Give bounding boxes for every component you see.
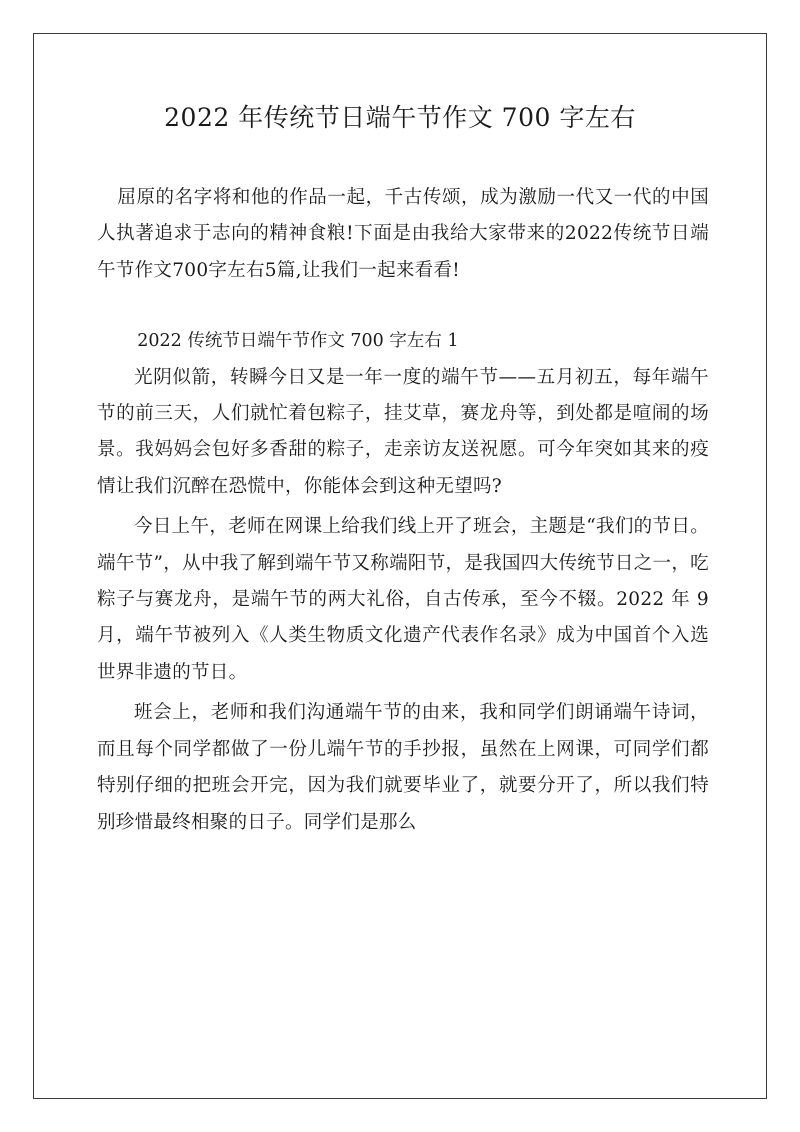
body-paragraph: 今日上午，老师在网课上给我们线上开了班会，主题是“我们的节日。端午节”，从中我了解到端午节又称端阳节，是我国四大传统节日之一，吃粽子与赛龙舟，是端午节的两大礼俗，自古传承，至今不辍。2022 年 9 月，端午节被列入《人类生物质文化遗产代表作名录》成为中国首个入选世界非遗的节日。 [97, 516, 709, 683]
body-paragraph: 光阴似箭，转瞬今日又是一年一度的端午节——五月初五，每年端午节的前三天，人们就忙着包粽子，挂艾草，赛龙舟等，到处都是喧闹的场景。我妈妈会包好多香甜的粽子，走亲访友送祝愿。可今年突如其来的疫情让我们沉醉在恐慌中，你能体会到这种无望吗? [97, 366, 709, 497]
document-title: 2022 年传统节日端午节作文 700 字左右 [164, 103, 636, 132]
section-heading: 2022 传统节日端午节作文 700 字左右 1 [137, 331, 459, 352]
body-paragraph: 班会上，老师和我们沟通端午节的由来，我和同学们朗诵端午诗词，而且每个同学都做了一份儿端午节的手抄报，虽然在上网课，可同学们都特别仔细的把班会开完，因为我们就要毕业了，就要分开了，所以我们特别珍惜最终相聚的日子。同学们是那么 [97, 702, 709, 833]
document-body [97, 180, 709, 845]
intro-paragraph: 屈原的名字将和他的作品一起，千古传颂，成为激励一代又一代的中国人执著追求于志向的精神食粮!下面是由我给大家带来的2022传统节日端午节作文700字左右5篇,让我们一起来看看! [97, 187, 709, 281]
